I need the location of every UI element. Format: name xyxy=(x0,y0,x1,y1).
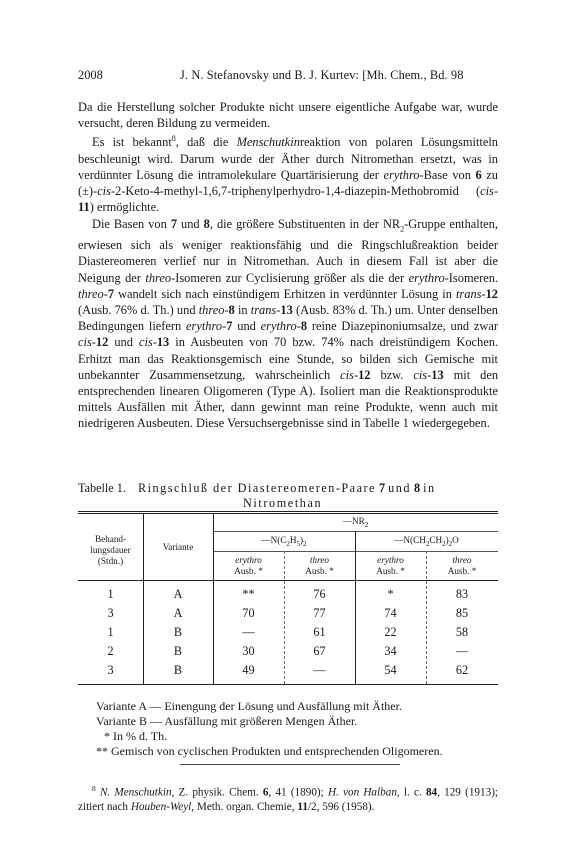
subscript: 2 xyxy=(425,539,430,548)
table-cell: 83 xyxy=(455,587,469,601)
table-label: Tabelle 1. xyxy=(78,481,126,495)
compound-number: 7 xyxy=(107,286,115,301)
text-run: erythro xyxy=(260,319,297,334)
note-line: * In % d. Th. xyxy=(104,729,168,743)
subscript: 2 xyxy=(364,520,369,529)
table-cell: 54 xyxy=(384,663,397,677)
text-run: - xyxy=(103,286,108,301)
subcol-header xyxy=(426,555,498,577)
footnote-separator xyxy=(180,764,400,765)
subcol-header xyxy=(213,555,284,577)
caption-compound: 7 xyxy=(379,481,386,495)
text-run: , 41 (1890); xyxy=(268,786,328,799)
compound-number: 12 xyxy=(485,286,498,301)
text-run: (Ausb. 76% d. Th.) und xyxy=(78,303,199,318)
subscript: 5 xyxy=(296,539,301,548)
compound-number: 7 xyxy=(226,319,233,334)
nr-text: —NR xyxy=(342,516,365,526)
text-run: - xyxy=(276,303,281,318)
compound-number: 8 xyxy=(300,319,308,334)
footnote-ref: 8 xyxy=(171,134,176,144)
note-line: ** Gemisch von cyclischen Produkten und entsprechenden Oligomeren. xyxy=(96,744,443,758)
text-run: - xyxy=(224,303,229,318)
running-title: J. N. Stefanovsky und B. J. Kurtev: [Mh. Chem., Bd. 98 xyxy=(180,68,464,82)
text-run: cis xyxy=(78,335,92,350)
formula-part: —N(CH xyxy=(394,535,426,545)
nr-header xyxy=(213,516,498,531)
citation-author: Houben-Weyl xyxy=(130,801,192,814)
morpholino-header xyxy=(355,535,498,550)
compound-number: 7 xyxy=(170,216,178,231)
note-line: Variante B — Ausfällung mit größeren Mengen Äther. xyxy=(96,714,358,728)
text-run: - xyxy=(296,319,301,334)
text-run: in Ausbeuten von 70 bzw. 74% nach dreistündigem Kochen. Erhitzt man das Reaktionsgemisch eine Stunde, so bilden sich Gemische mit unbekannter Zusammensetzung, wahrscheinlich xyxy=(78,335,499,382)
table-caption xyxy=(78,481,498,511)
text-run: in xyxy=(234,303,251,318)
compound-number: 13 xyxy=(280,303,293,318)
header-line: lungsdauer xyxy=(90,545,131,555)
table-cell: 70 xyxy=(242,606,255,620)
paragraph-3 xyxy=(78,216,498,432)
table-cell: 85 xyxy=(455,606,469,620)
text-run: - xyxy=(493,184,498,199)
caption-text: und xyxy=(388,481,411,495)
text-run: Es ist bekannt xyxy=(92,135,172,150)
text-run: - xyxy=(353,367,359,382)
text-run: /2, 596 (1958). xyxy=(307,801,375,814)
text-run: cis xyxy=(138,335,153,350)
header-bottom-rule xyxy=(78,580,498,581)
table-cell: 74 xyxy=(384,606,397,620)
table-cell: 67 xyxy=(313,644,326,658)
yield-label: Ausb. * xyxy=(447,566,477,576)
table-cell: 22 xyxy=(384,625,397,639)
note-line: Variante A — Einengung der Lösung und Ausfällung mit Äther. xyxy=(96,699,402,713)
text-run: , Z. physik. Chem. xyxy=(171,786,263,799)
table-cell: 62 xyxy=(455,663,469,677)
paragraph-1: Da die Herstellung solcher Produkte nicht unsere eigentliche Aufgabe war, wurde versucht, deren Bildung zu vermeiden. xyxy=(78,100,498,131)
table-cell: A xyxy=(173,587,183,601)
table-bottom-rule xyxy=(78,684,498,685)
yield-label: Ausb. * xyxy=(234,566,263,576)
formula-part: —N(C xyxy=(261,535,287,545)
formula-part: H xyxy=(289,535,297,545)
duration-header xyxy=(78,534,143,567)
subscript: 2 xyxy=(286,539,290,548)
subscript: 2 xyxy=(400,224,405,234)
text-run: mit den entsprechenden linearen Oligomeren (Type A). Isoliert man die Reaktionsprodukte mittels Ausfällen mit Äther, dann gewinnt man reine Produkte, wenn auch mit niedrigeren Ausbeuten. Diese Versuchsergebnisse sind in Tabelle 1 wiedergegeben. xyxy=(78,367,499,431)
text-run: trans xyxy=(455,286,482,301)
text-run: threo xyxy=(145,270,172,285)
table-cell: 77 xyxy=(313,606,326,620)
formula-part: ) xyxy=(300,535,304,545)
text-run: , daß die xyxy=(175,135,237,150)
table-cell: ** xyxy=(242,587,255,601)
subscript: 2 xyxy=(303,539,307,548)
volume: 6 xyxy=(262,786,269,799)
variant-header: Variante xyxy=(162,542,194,552)
compound-number: 6 xyxy=(475,167,482,182)
table-cell: 1 xyxy=(107,587,114,601)
text-run: cis xyxy=(480,184,494,199)
paragraph-2 xyxy=(78,131,498,215)
table-cell: — xyxy=(455,644,469,658)
text-run: -Gruppe enthalten, erwiesen sich als weniger reaktionsfähig und die Ringschlußreaktion beider Diastereomeren verlief nur in Nitromethan. Auch in diesem Fall ist aber die Neigung der xyxy=(78,216,498,285)
table-cell: * xyxy=(387,587,394,601)
text-run: erythro xyxy=(408,270,445,285)
isomer-label: threo xyxy=(309,555,330,565)
caption-line-2: Nitromethan xyxy=(243,496,323,510)
text-run: , die größere Substituenten in der NR xyxy=(209,216,401,231)
text-run: reaktion von polaren Lösungsmitteln beschleunigt wird. Darum wurde der Äther durch Nitromethan ersetzt, was in verdünnter Lösung die intramolekulare Quartärisierung der xyxy=(78,135,498,182)
text-run: zu (±)- xyxy=(78,167,498,199)
compound-number: 13 xyxy=(156,335,170,350)
text-run: - xyxy=(222,319,227,334)
table-cell: B xyxy=(173,644,183,658)
diethylamino-header xyxy=(213,535,355,550)
citation-author: N. Menschutkin xyxy=(99,786,172,799)
citation-author: H. von Halban xyxy=(327,786,397,799)
table-cell: 34 xyxy=(384,644,397,658)
text-run: (Ausb. 83% d. Th.) um. Unter denselben Bedingungen liefern xyxy=(78,303,498,334)
table-top-rule-double xyxy=(78,513,498,514)
compound-number: 13 xyxy=(431,367,444,382)
subscript: 2 xyxy=(448,539,453,548)
footnote-mark: 8 xyxy=(92,784,96,793)
body-text xyxy=(78,99,498,432)
footnote xyxy=(78,782,498,814)
text-run: ) ermöglichte. xyxy=(89,200,160,215)
table-cell: 49 xyxy=(242,663,255,677)
compound-number: 11 xyxy=(78,200,90,215)
table-cell: — xyxy=(313,663,326,677)
text-run: wandelt sich nach einstündigem Erhitzen in verdünnter Lösung in xyxy=(114,286,456,301)
header-line: (Stdn.) xyxy=(97,556,124,566)
table-cell: 1 xyxy=(107,625,114,639)
table-cell: 61 xyxy=(313,625,326,639)
table-notes xyxy=(96,699,506,759)
table-cell: B xyxy=(173,663,183,677)
text-run: und xyxy=(108,335,139,350)
formula-part: ) xyxy=(445,535,449,545)
table-top-rule xyxy=(78,511,498,512)
text-run: cis xyxy=(97,184,111,199)
text-run: threo xyxy=(78,286,104,301)
text-run: , Meth. organ. Chemie, xyxy=(191,801,298,814)
compound-number: 12 xyxy=(358,367,371,382)
compound-number: 8 xyxy=(228,303,235,318)
table-cell: B xyxy=(173,625,183,639)
table-cell: — xyxy=(242,625,255,639)
volume: 11 xyxy=(297,801,308,814)
table-cell: 30 xyxy=(242,644,255,658)
table-cell: A xyxy=(173,606,183,620)
header-line: Behand- xyxy=(94,534,127,544)
caption-text: Ringschluß der Diastereomeren-Paare xyxy=(138,481,376,495)
caption-compound: 8 xyxy=(413,481,421,495)
text-run: und xyxy=(232,319,261,334)
isomer-label: threo xyxy=(452,555,472,565)
text-run: - xyxy=(91,335,96,350)
caption-text: in xyxy=(423,481,436,495)
text-run: - xyxy=(152,335,157,350)
formula-part: O xyxy=(452,535,459,545)
text-run: cis xyxy=(340,367,354,382)
text-run: -Base von xyxy=(419,167,476,182)
table-cell: 3 xyxy=(107,606,114,620)
text-run: threo xyxy=(198,303,225,318)
text-run: erythro xyxy=(186,319,223,334)
text-run: -2-Keto-4-methyl-1,6,7-triphenylperhydro-1,4-diazepin-Methobromid ( xyxy=(110,184,481,199)
yield-label: Ausb. * xyxy=(305,566,334,576)
table-cell: 2 xyxy=(107,644,114,658)
text-run: Die Basen von xyxy=(92,216,171,231)
footnote-text xyxy=(78,782,498,814)
table-cell: 76 xyxy=(313,587,326,601)
text-run: Menschutkin xyxy=(236,135,300,150)
table-cell: 3 xyxy=(107,663,114,677)
text-run: reine Diazepinoniumsalze, und zwar xyxy=(307,319,498,334)
text-run: bzw. xyxy=(370,367,414,382)
text-run: erythro xyxy=(383,167,420,182)
text-run: , l. c. xyxy=(396,786,426,799)
yield-label: Ausb. * xyxy=(376,566,405,576)
text-run: trans xyxy=(250,303,277,318)
text-run: -Isomeren. xyxy=(444,270,498,285)
text-run: , 129 (1913); zitiert nach xyxy=(78,786,499,814)
page-number: 2008 xyxy=(78,68,103,82)
isomer-label: erythro xyxy=(235,555,262,565)
compound-number: 12 xyxy=(95,335,109,350)
isomer-label: erythro xyxy=(377,555,404,565)
subcol-header xyxy=(284,555,355,577)
volume: 84 xyxy=(425,786,438,799)
subscript: 2 xyxy=(442,539,446,548)
text-run: cis xyxy=(413,367,428,382)
text-run: und xyxy=(177,216,204,231)
compound-number: 8 xyxy=(203,216,210,231)
text-run: -Isomeren zur Cyclisierung größer als die der xyxy=(171,270,409,285)
text-run: - xyxy=(427,367,432,382)
text-run: - xyxy=(481,286,486,301)
subcol-header xyxy=(355,555,426,577)
formula-part: CH xyxy=(429,535,443,545)
table-cell: 58 xyxy=(455,625,469,639)
page-header xyxy=(78,68,498,84)
